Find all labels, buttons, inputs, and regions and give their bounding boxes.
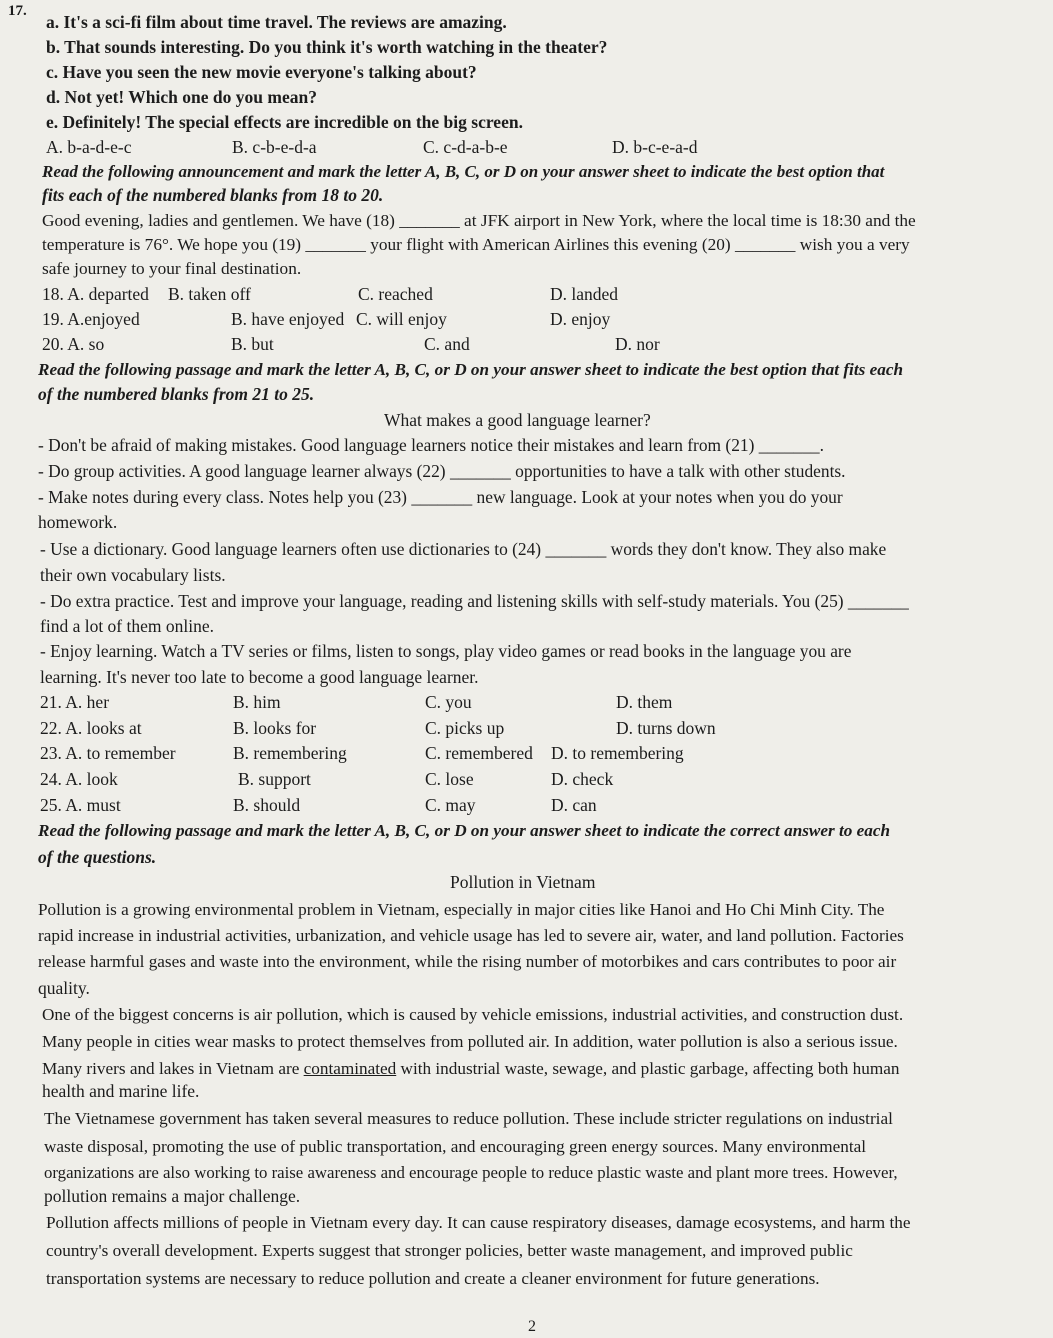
underlined-word-contaminated: contaminated [303, 1059, 397, 1078]
pollution-p3-line: The Vietnamese government has taken several measures to reduce pollution. These include stricter regulations on industrial [44, 1109, 893, 1128]
passage-title-pollution: Pollution in Vietnam [450, 872, 596, 892]
q22-option-d: D. turns down [616, 718, 716, 738]
passage-line: - Enjoy learning. Watch a TV series or films, listen to songs, play video games or read books in the language you are [40, 641, 852, 661]
q25-option-b: B. should [233, 795, 301, 815]
q23-option-d: D. to remembering [551, 743, 684, 763]
pollution-p4-line: country's overall development. Experts suggest that stronger policies, better waste management, and improved public [46, 1241, 853, 1260]
pollution-p2-text: with industrial waste, sewage, and plastic garbage, affecting both human [396, 1059, 900, 1078]
pollution-p2-line: Many people in cities wear masks to protect themselves from polluted air. In addition, water pollution is also a serious issue. [42, 1032, 898, 1051]
q17-option-a: A. b-a-d-e-c [46, 137, 132, 157]
pollution-p2-line: health and marine life. [42, 1081, 200, 1101]
q17-line-b: b. That sounds interesting. Do you think it's worth watching in the theater? [46, 37, 608, 57]
announcement-line-2: temperature is 76°. We hope you (19) _______ your flight with American Airlines this evening (20) _______ wish you a very [42, 235, 910, 254]
q24-option-b: B. support [238, 769, 311, 789]
pollution-p2-text: Many rivers and lakes in Vietnam are [42, 1059, 304, 1078]
passage-line: their own vocabulary lists. [40, 565, 226, 585]
q17-line-e: e. Definitely! The special effects are incredible on the big screen. [46, 112, 523, 132]
section2-instruction: Read the following announcement and mark the letter A, B, C, or D on your answer sheet to indicate the best option that [42, 162, 885, 181]
q19-option-a: 19. A.enjoyed [42, 309, 140, 329]
pollution-p2-line: One of the biggest concerns is air pollution, which is caused by vehicle emissions, industrial activities, and construction dust. [42, 1005, 904, 1024]
section3-instruction: Read the following passage and mark the letter A, B, C, or D on your answer sheet to indicate the best option that fits each [38, 360, 904, 379]
passage-line: homework. [38, 512, 118, 532]
passage-line: - Use a dictionary. Good language learners often use dictionaries to (24) _______ words they don't know. They also make [40, 539, 887, 559]
q23-option-c: C. remembered [425, 743, 533, 763]
pollution-p1-line: release harmful gases and waste into the environment, while the rising number of motorbikes and cars contributes to poor air [38, 952, 897, 971]
q18-option-b: B. taken off [168, 284, 251, 304]
page-number: 2 [528, 1318, 536, 1335]
q21-option-a: 21. A. her [40, 692, 110, 712]
q22-option-c: C. picks up [425, 718, 505, 738]
pollution-p4-line: Pollution affects millions of people in Vietnam every day. It can cause respiratory diseases, damage ecosystems, and harm the [46, 1213, 911, 1232]
announcement-line-3: safe journey to your final destination. [42, 259, 302, 278]
q18-option-a: 18. A. departed [42, 284, 149, 304]
section2-instruction-cont: fits each of the numbered blanks from 18 to 20. [42, 185, 384, 205]
q17-line-d: d. Not yet! Which one do you mean? [46, 87, 317, 107]
section3-instruction-cont: of the numbered blanks from 21 to 25. [38, 384, 315, 404]
q24-option-d: D. check [551, 769, 614, 789]
passage-line: learning. It's never too late to become a good language learner. [40, 667, 479, 687]
q18-option-c: C. reached [358, 284, 433, 304]
question-number-17: 17. [8, 3, 27, 19]
q23-option-a: 23. A. to remember [40, 743, 176, 763]
q19-option-b: B. have enjoyed [231, 309, 345, 329]
pollution-p3-line: organizations are also working to raise awareness and encourage people to reduce plastic waste and plant more trees. However, [44, 1163, 898, 1182]
section4-instruction-cont: of the questions. [38, 847, 157, 867]
q23-option-b: B. remembering [233, 743, 347, 763]
q21-option-b: B. him [233, 692, 281, 712]
q19-option-d: D. enjoy [550, 309, 611, 329]
q24-option-c: C. lose [425, 769, 474, 789]
q25-option-c: C. may [425, 795, 476, 815]
section4-instruction: Read the following passage and mark the letter A, B, C, or D on your answer sheet to indicate the correct answer to each [38, 821, 891, 840]
passage-line: - Do extra practice. Test and improve your language, reading and listening skills with self-study materials. You (25) _______ [40, 591, 909, 611]
q19-option-c: C. will enjoy [356, 309, 447, 329]
pollution-p3-line: pollution remains a major challenge. [44, 1186, 301, 1206]
q20-option-b: B. but [231, 334, 274, 354]
q21-option-d: D. them [616, 692, 673, 712]
pollution-p2-line-with-underline [42, 1058, 899, 1080]
q20-option-a: 20. A. so [42, 334, 105, 354]
q24-option-a: 24. A. look [40, 769, 118, 789]
passage-line: - Make notes during every class. Notes help you (23) _______ new language. Look at your notes when you do your [38, 487, 843, 507]
q22-option-a: 22. A. looks at [40, 718, 142, 738]
pollution-p1-line: quality. [38, 978, 90, 998]
q17-line-a: a. It's a sci-fi film about time travel. The reviews are amazing. [46, 12, 507, 32]
q21-option-c: C. you [425, 692, 472, 712]
q20-option-d: D. nor [615, 334, 660, 354]
passage-line: find a lot of them online. [40, 616, 214, 636]
passage-line: - Do group activities. A good language learner always (22) _______ opportunities to have a talk with other students. [38, 461, 846, 481]
q25-option-d: D. can [551, 795, 597, 815]
q17-option-c: C. c-d-a-b-e [423, 137, 508, 157]
pollution-p1-line: rapid increase in industrial activities, urbanization, and vehicle usage has led to severe air, water, and land pollution. Factories [38, 926, 904, 945]
q22-option-b: B. looks for [233, 718, 317, 738]
q20-option-c: C. and [424, 334, 470, 354]
announcement-line-1: Good evening, ladies and gentlemen. We have (18) _______ at JFK airport in New York, where the local time is 18:30 and the [42, 211, 916, 230]
q18-option-d: D. landed [550, 284, 619, 304]
q17-option-d: D. b-c-e-a-d [612, 137, 698, 157]
pollution-p1-line: Pollution is a growing environmental problem in Vietnam, especially in major cities like Hanoi and Ho Chi Minh City. The [38, 900, 885, 919]
q17-line-c: c. Have you seen the new movie everyone's talking about? [46, 62, 477, 82]
q17-option-b: B. c-b-e-d-a [232, 137, 317, 157]
pollution-p4-line: transportation systems are necessary to reduce pollution and create a cleaner environment for future generations. [46, 1269, 820, 1288]
passage-line: - Don't be afraid of making mistakes. Good language learners notice their mistakes and learn from (21) _______. [38, 435, 824, 455]
passage-title-language-learner: What makes a good language learner? [384, 410, 651, 430]
q25-option-a: 25. A. must [40, 795, 121, 815]
pollution-p3-line: waste disposal, promoting the use of public transportation, and encouraging green energy sources. Many environmental [44, 1137, 867, 1156]
